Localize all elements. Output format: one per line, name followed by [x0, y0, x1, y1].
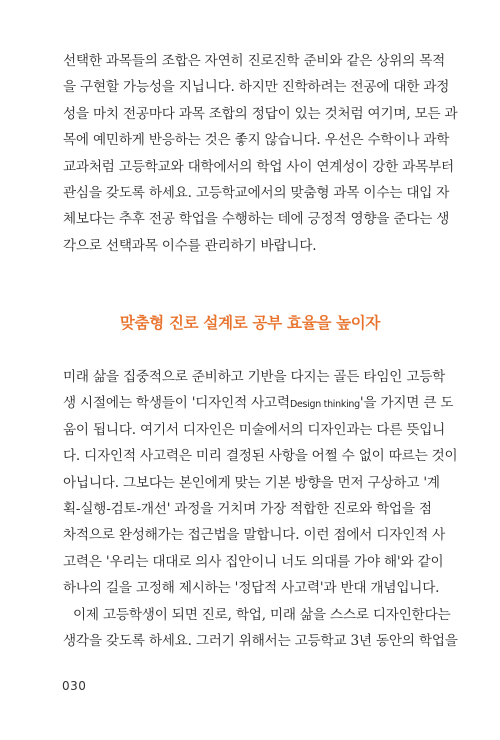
text-segment: 생 시절에는 학생들이 '디자인적 사고력: [63, 395, 290, 412]
text-line: 차적으로 완성해가는 접근법을 말합니다. 이런 점에서 디자인적 사: [63, 527, 446, 544]
text-line: 성을 마치 전공마다 과목 조합의 정답이 있는 것처럼 여기며, 모든 과: [63, 105, 458, 122]
text-segment: '을 가지면 큰 도: [359, 395, 454, 412]
text-line: 다. 디자인적 사고력은 미리 결정된 사항을 어쩔 수 없이 따르는 것이: [63, 448, 458, 465]
english-gloss: Design thinking: [289, 399, 360, 411]
paragraph-course-selection: [63, 48, 458, 259]
text-line: 생각을 갖도록 하세요. 그러기 위해서는 고등학교 3년 동안의 학업을: [63, 632, 458, 649]
text-line: 각으로 선택과목 이수를 관리하기 바랍니다.: [63, 237, 317, 254]
text-line-with-gloss: [63, 390, 454, 416]
text-line: 체보다는 추후 전공 학업을 수행하는 데에 긍정적 영향을 준다는 생: [63, 211, 450, 228]
text-line: 관심을 갖도록 하세요. 고등학교에서의 맞춤형 과목 이수는 대입 자: [63, 184, 450, 201]
text-line: 선택한 과목들의 조합은 자연히 진로진학 준비와 같은 상위의 목적: [63, 53, 446, 69]
text-line: 교과처럼 고등학교와 대학에서의 학업 사이 연계성이 강한 과목부터: [63, 158, 454, 175]
page-number: 030: [62, 679, 87, 693]
text-line: 하나의 길을 고정해 제시하는 '정답적 사고력'과 반대 개념입니다.: [63, 580, 440, 597]
text-line: 목에 예민하게 반응하는 것은 좋지 않습니다. 우선은 수학이나 과학: [63, 132, 450, 149]
text-line: 미래 삶을 집중적으로 준비하고 기반을 다지는 골든 타임인 고등학: [63, 369, 446, 385]
text-line: 이제 고등학생이 되면 진로, 학업, 미래 삶을 스스로 디자인한다는: [73, 606, 451, 623]
text-line: 획-실행-검토-개선' 과정을 거치며 가장 적합한 진로와 학업을 점: [63, 500, 432, 517]
paragraph-design-thinking: [63, 364, 458, 654]
text-line: 을 구현할 가능성을 지닙니다. 하지만 진학하려는 전공에 대한 과정: [63, 79, 450, 96]
text-line: 고력은 '우리는 대대로 의사 집안이니 너도 의대를 가야 해'와 같이: [63, 553, 444, 570]
text-line: 움이 됩니다. 여기서 디자인은 미술에서의 디자인과는 다른 뜻입니: [63, 421, 446, 438]
section-heading: 맞춤형 진로 설계로 공부 효율을 높이자: [119, 314, 381, 332]
text-line: 아닙니다. 그보다는 본인에게 맞는 기본 방향을 먼저 구상하고 '계: [63, 474, 440, 491]
